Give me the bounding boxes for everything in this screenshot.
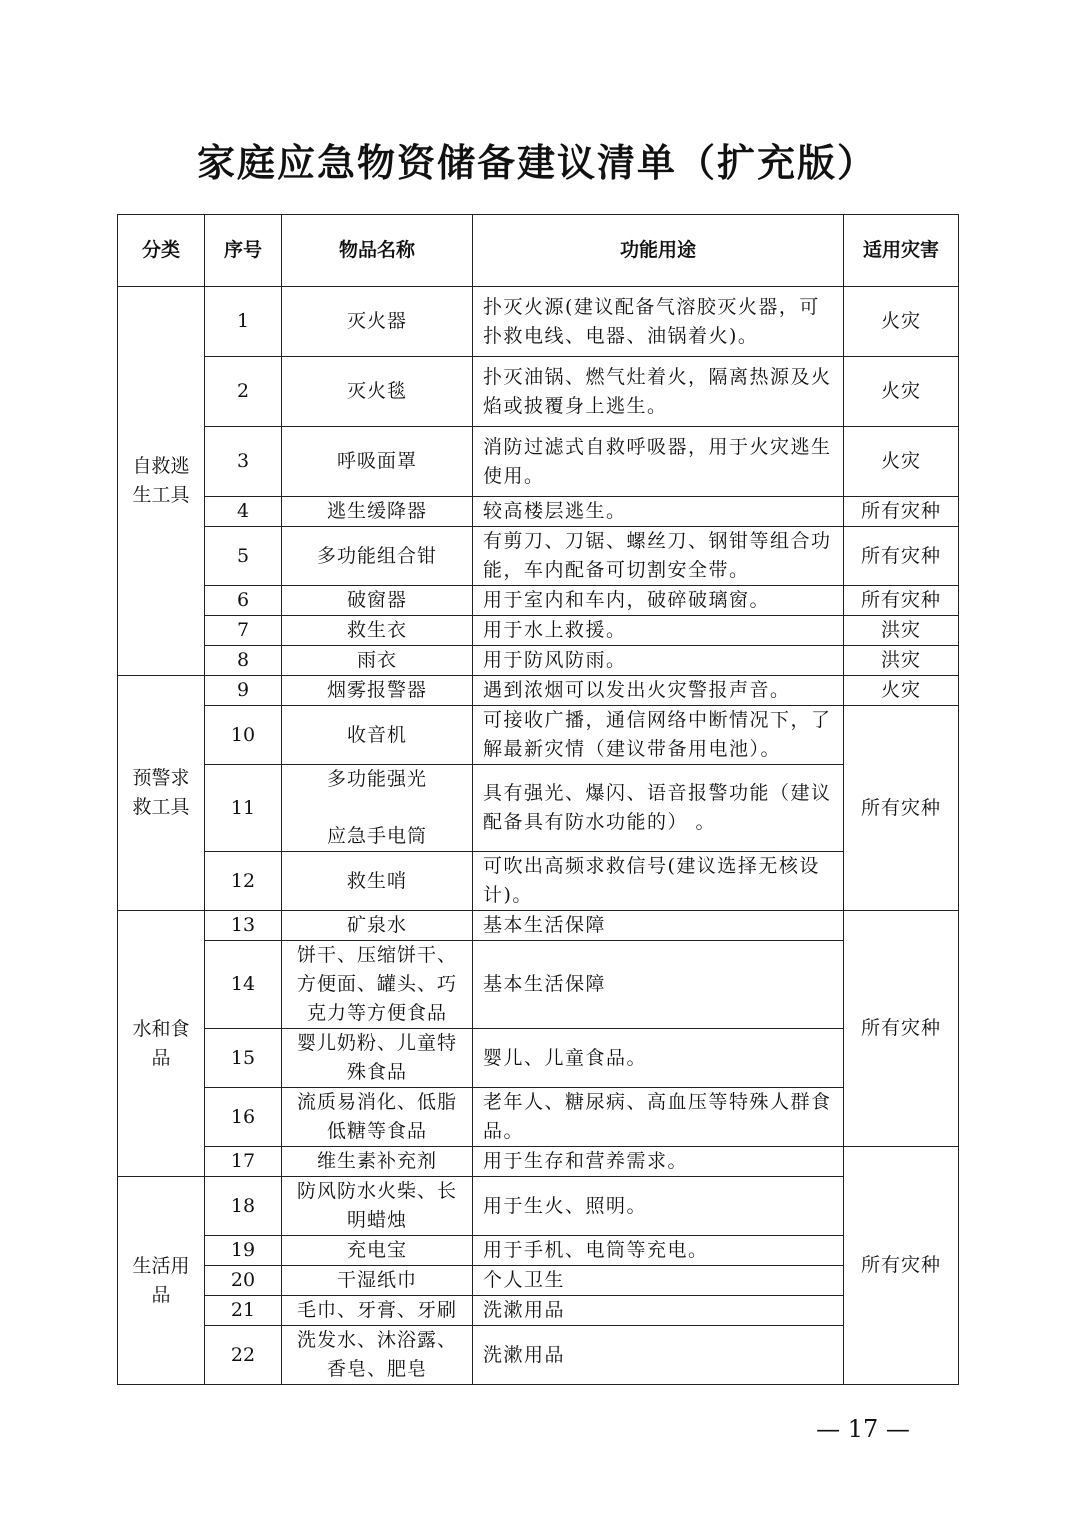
- row-use: 可吹出高频求救信号(建议选择无核设计)。: [473, 852, 844, 911]
- row-use: 可接收广播，通信网络中断情况下，了解最新灾情（建议带备用电池）。: [473, 706, 844, 765]
- row-no: 20: [205, 1266, 282, 1296]
- row-name: 多功能组合钳: [282, 527, 473, 586]
- row-use: 有剪刀、刀锯、螺丝刀、钢钳等组合功能，车内配备可切割安全带。: [473, 527, 844, 586]
- row-no: 16: [205, 1088, 282, 1147]
- row-use: 具有强光、爆闪、语音报警功能（建议配备具有防水功能的） 。: [473, 765, 844, 852]
- row-name: 饼干、压缩饼干、方便面、罐头、巧克力等方便食品: [282, 941, 473, 1029]
- table-row: [118, 1236, 959, 1266]
- row-disaster: 火灾: [844, 357, 959, 427]
- category-food: 水和食品: [118, 911, 205, 1177]
- table-row: [118, 1296, 959, 1326]
- row-use: 基本生活保障: [473, 941, 844, 1029]
- table-row: [118, 1326, 959, 1385]
- row-use: 婴儿、儿童食品。: [473, 1029, 844, 1088]
- table-row: [118, 1266, 959, 1296]
- table-row: [118, 1147, 959, 1177]
- row-use: 用于手机、电筒等充电。: [473, 1236, 844, 1266]
- row-disaster: 所有灾种: [844, 527, 959, 586]
- table-row: [118, 527, 959, 586]
- table-row: [118, 852, 959, 911]
- row-no: 15: [205, 1029, 282, 1088]
- row-name: 干湿纸巾: [282, 1266, 473, 1296]
- row-name-line1: 多功能强光: [326, 768, 427, 790]
- row-name: 维生素补充剂: [282, 1147, 473, 1177]
- row-name: 防风防水火柴、长明蜡烛: [282, 1177, 473, 1236]
- row-disaster: 洪灾: [844, 646, 959, 676]
- row-disaster: 火灾: [844, 676, 959, 706]
- row-disaster: 所有灾种: [844, 497, 959, 527]
- row-use: 扑灭油锅、燃气灶着火，隔离热源及火焰或披覆身上逃生。: [473, 357, 844, 427]
- page-number: — 17 —: [816, 1415, 910, 1443]
- row-no: 21: [205, 1296, 282, 1326]
- category-warning: 预警求救工具: [118, 676, 205, 911]
- row-use: 用于防风防雨。: [473, 646, 844, 676]
- row-no: 13: [205, 911, 282, 941]
- category-daily: 生活用品: [118, 1177, 205, 1385]
- table-row: [118, 1177, 959, 1236]
- header-no: 序号: [205, 215, 282, 287]
- row-use: 扑灭火源(建议配备气溶胶灭火器，可扑救电线、电器、油锅着火)。: [473, 287, 844, 357]
- row-disaster: 洪灾: [844, 616, 959, 646]
- table-row: [118, 586, 959, 616]
- row-no: 9: [205, 676, 282, 706]
- row-no: 3: [205, 427, 282, 497]
- row-name: 灭火毯: [282, 357, 473, 427]
- table-row: [118, 497, 959, 527]
- row-no: 14: [205, 941, 282, 1029]
- table-row: [118, 676, 959, 706]
- row-use: 用于生火、照明。: [473, 1177, 844, 1236]
- row-use: 老年人、糖尿病、高血压等特殊人群食品。: [473, 1088, 844, 1147]
- table-row: [118, 357, 959, 427]
- table-row: [118, 706, 959, 765]
- row-no: 17: [205, 1147, 282, 1177]
- row-no: 8: [205, 646, 282, 676]
- table-row: [118, 427, 959, 497]
- row-name: 流质易消化、低脂低糖等食品: [282, 1088, 473, 1147]
- header-category: 分类: [118, 215, 205, 287]
- table-row: [118, 765, 959, 852]
- table-row: [118, 646, 959, 676]
- row-use: 较高楼层逃生。: [473, 497, 844, 527]
- table-row: [118, 616, 959, 646]
- header-disaster: 适用灾害: [844, 215, 959, 287]
- row-name: 充电宝: [282, 1236, 473, 1266]
- merged-disaster-food: 所有灾种: [844, 911, 959, 1147]
- row-use: 消防过滤式自救呼吸器，用于火灾逃生使用。: [473, 427, 844, 497]
- table-row: [118, 941, 959, 1029]
- row-name-line2: 应急手电筒: [326, 825, 427, 847]
- merged-disaster-warning: 所有灾种: [844, 706, 959, 911]
- row-name: 毛巾、牙膏、牙刷: [282, 1296, 473, 1326]
- document-title: 家庭应急物资储备建议清单（扩充版）: [196, 140, 877, 185]
- row-name: 救生哨: [282, 852, 473, 911]
- row-no: 19: [205, 1236, 282, 1266]
- row-name: 呼吸面罩: [282, 427, 473, 497]
- table-row: [118, 1029, 959, 1088]
- table-row: [118, 1088, 959, 1147]
- row-disaster: 火灾: [844, 427, 959, 497]
- row-name: 灭火器: [282, 287, 473, 357]
- row-name: 婴儿奶粉、儿童特殊食品: [282, 1029, 473, 1088]
- table-row: [118, 911, 959, 941]
- row-no: 22: [205, 1326, 282, 1385]
- row-no: 4: [205, 497, 282, 527]
- row-use: 洗漱用品: [473, 1326, 844, 1385]
- row-no: 5: [205, 527, 282, 586]
- row-disaster: 所有灾种: [844, 586, 959, 616]
- row-use: 用于室内和车内，破碎破璃窗。: [473, 586, 844, 616]
- row-no: 7: [205, 616, 282, 646]
- row-name: 收音机: [282, 706, 473, 765]
- row-name-gap: [292, 794, 462, 822]
- row-no: 18: [205, 1177, 282, 1236]
- row-use: 个人卫生: [473, 1266, 844, 1296]
- header-use: 功能用途: [473, 215, 844, 287]
- row-use: 基本生活保障: [473, 911, 844, 941]
- row-name: 洗发水、沐浴露、香皂、肥皂: [282, 1326, 473, 1385]
- row-no: 12: [205, 852, 282, 911]
- row-use: 洗漱用品: [473, 1296, 844, 1326]
- row-name: [282, 765, 473, 852]
- row-use: 用于水上救援。: [473, 616, 844, 646]
- category-self-rescue: 自救逃生工具: [118, 287, 205, 676]
- row-no: 2: [205, 357, 282, 427]
- row-use: 遇到浓烟可以发出火灾警报声音。: [473, 676, 844, 706]
- row-no: 1: [205, 287, 282, 357]
- row-name: 救生衣: [282, 616, 473, 646]
- row-use: 用于生存和营养需求。: [473, 1147, 844, 1177]
- row-name: 烟雾报警器: [282, 676, 473, 706]
- emergency-supplies-table: [117, 214, 959, 1385]
- row-disaster: 火灾: [844, 287, 959, 357]
- row-name: 逃生缓降器: [282, 497, 473, 527]
- table-row: [118, 287, 959, 357]
- header-row: [118, 215, 959, 287]
- row-name: 矿泉水: [282, 911, 473, 941]
- row-name: 雨衣: [282, 646, 473, 676]
- row-no: 6: [205, 586, 282, 616]
- merged-disaster-daily: 所有灾种: [844, 1147, 959, 1385]
- row-no: 10: [205, 706, 282, 765]
- row-no: 11: [205, 765, 282, 852]
- header-name: 物品名称: [282, 215, 473, 287]
- row-name: 破窗器: [282, 586, 473, 616]
